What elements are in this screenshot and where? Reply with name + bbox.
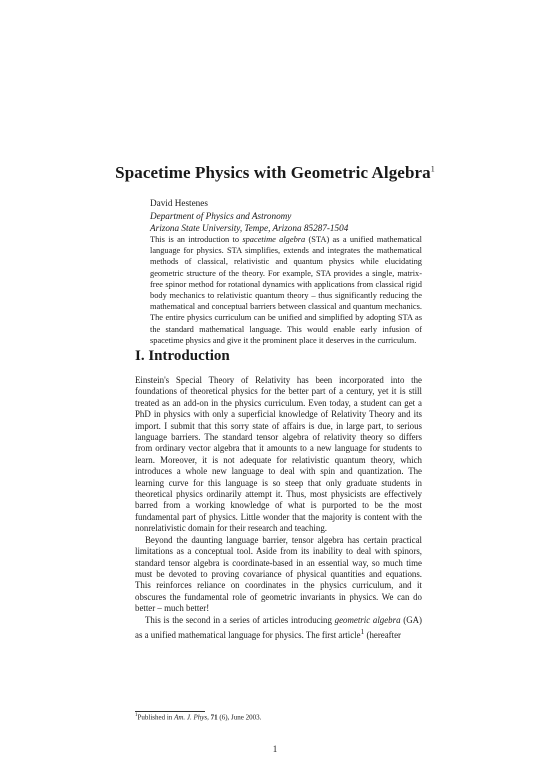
author-affiliation: Arizona State University, Tempe, Arizona 85287-1504	[150, 223, 349, 233]
paragraph-3-term: geometric algebra	[334, 614, 401, 625]
section-heading: I. Introduction	[135, 348, 230, 364]
footnote-mark: 1	[135, 713, 138, 718]
paragraph-1: Einstein's Special Theory of Relativity has been incorporated into the foundations of theoretical physics for the better part of a century, yet it is still treated as an add-on in the physics curriculum. Even today, a student can get a PhD in physics with only a superficial knowledge of Relativity Theory and its import. I submit that this sorry state of affairs is due, in large part, to serious language barriers. The standard tensor algebra of relativity theory so differs from ordinary vector algebra that it amounts to a new language for students to learn. Moreover, it is not adequate for relativistic quantum theory, which introduces a whole new language to deal with spin and quantization. The learning curve for this language is so steep that only graduate students in theoretical physics ordinarily attempt it. Thus, most physicists are effectively barred from a working knowledge of what is purported to be the most fundamental part of physics. Little wonder that the majority is content with the nonrelativistic domain for their research and teaching.	[135, 375, 422, 534]
abstract	[150, 234, 422, 346]
abstract-term: spacetime algebra	[242, 235, 306, 244]
body-text	[135, 375, 422, 641]
paragraph-3-end: (hereafter	[364, 629, 401, 640]
author-block	[150, 197, 450, 235]
paragraph-2: Beyond the daunting language barrier, tensor algebra has certain practical limitations as a conceptual tool. Aside from its inability to deal with spinors, standard tensor algebra is coordinate-based in an essential way, so much time must be devoted to proving covariance of physical quantities and equations. This reinforces reliance on coordinates in the physics curriculum, and it obscures the fundamental role of geometric invariants in physics. We can do better – much better!	[135, 534, 422, 614]
footnote-rest: (6), June 2003.	[217, 713, 262, 722]
title-text: Spacetime Physics with Geometric Algebra	[115, 163, 431, 182]
abstract-body: (STA) as a unified mathematical language for physics. STA simplifies, extends and integrates the mathematical methods of classical, relativistic and quantum physics while elucidating geometric structure of the theory. For example, STA provides a single, matrix-free spinor method for rotational dynamics with applications from classical rigid body mechanics to relativistic quantum theory – thus significantly reducing the mathematical and conceptual barriers between classical and quantum mechanics. The entire physics curriculum can be unified and simplified by adopting STA as the standard mathematical language. This would enable early infusion of spacetime physics and give it the prominent place it deserves in the curriculum.	[150, 235, 422, 345]
footnote-rule	[135, 711, 205, 712]
footnote-journal: Am. J. Phys,	[174, 713, 209, 722]
title-footnote-mark: 1	[430, 164, 435, 174]
paragraph-3-start: This is the second in a series of articles introducing	[145, 614, 335, 625]
paragraph-3-middle: (GA) as a unified mathematical language for physics. The first article	[135, 614, 422, 640]
footnote-prefix: Published in	[137, 713, 175, 722]
footnote	[135, 713, 422, 721]
page-number: 1	[272, 744, 278, 754]
abstract-intro: This is an introduction to	[150, 235, 243, 244]
paper-title	[0, 163, 550, 183]
author-name: David Hestenes	[150, 198, 208, 208]
paragraph-3-ref: 1	[360, 626, 365, 636]
footnote-volume: 71	[210, 713, 218, 722]
paragraph-3	[135, 615, 422, 642]
author-department: Department of Physics and Astronomy	[150, 210, 292, 221]
